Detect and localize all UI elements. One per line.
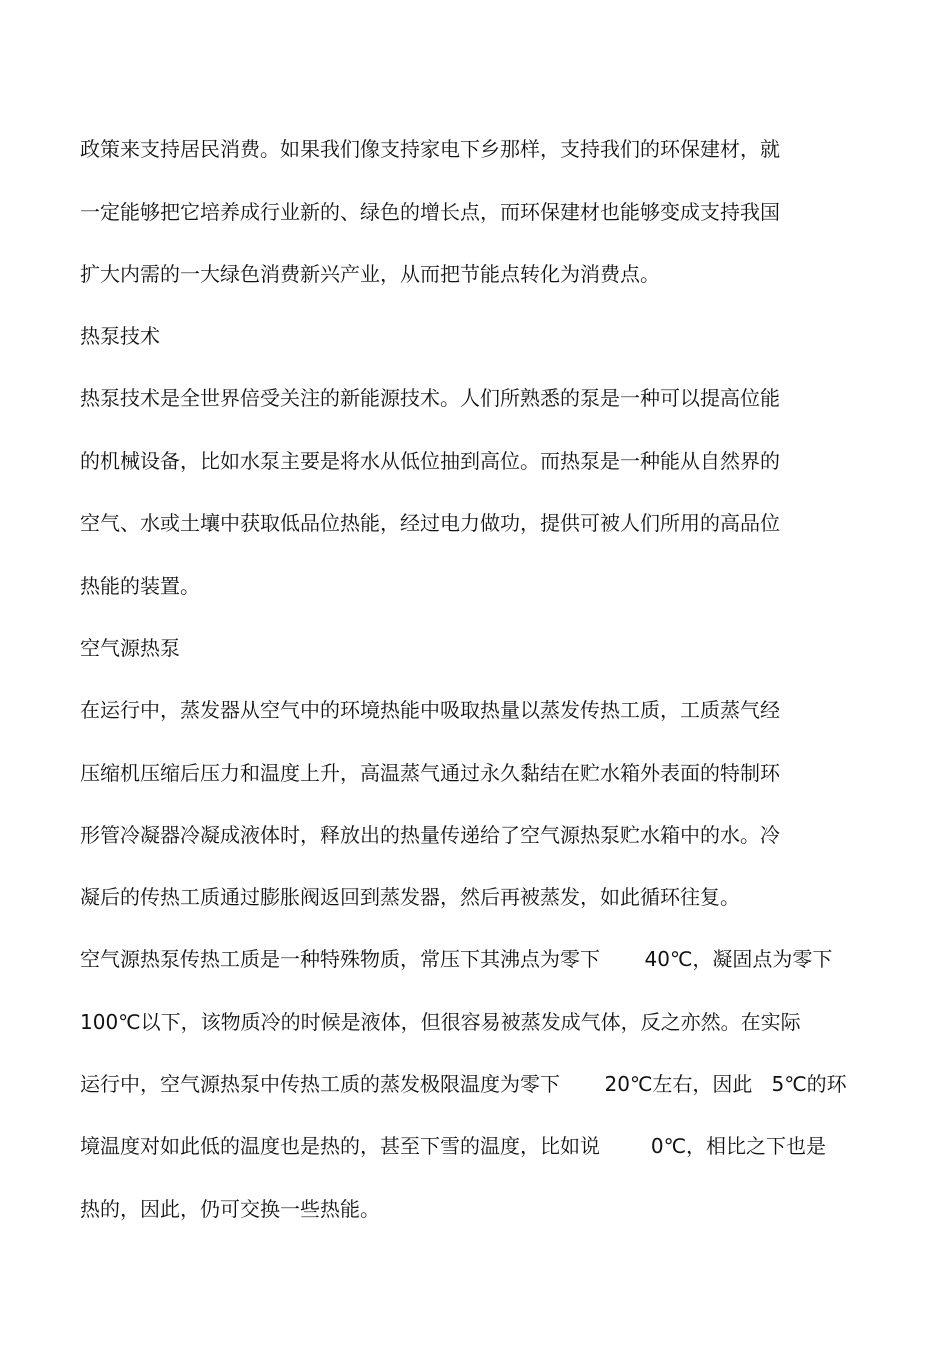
section-heading: 空气源热泵 <box>80 636 180 660</box>
paragraph-line: 热泵技术是全世界倍受关注的新能源技术。人们所熟悉的泵是一种可以提高位能 <box>80 386 780 410</box>
paragraph-line: 在运行中，蒸发器从空气中的环境热能中吸取热量以蒸发传热工质，工质蒸气经 <box>80 698 780 722</box>
paragraph-line: 境温度对如此低的温度也是热的，甚至下雪的温度，比如说 0℃，相比之下也是 <box>80 1134 827 1158</box>
section-heading: 热泵技术 <box>80 324 160 348</box>
paragraph-line: 的机械设备，比如水泵主要是将水从低位抽到高位。而热泵是一种能从自然界的 <box>80 449 780 473</box>
paragraph-line: 凝后的传热工质通过膨胀阀返回到蒸发器，然后再被蒸发，如此循环往复。 <box>80 885 740 909</box>
paragraph-line: 扩大内需的一大绿色消费新兴产业，从而把节能点转化为消费点。 <box>80 262 660 286</box>
paragraph-line: 100℃以下，该物质冷的时候是液体，但很容易被蒸发成气体，反之亦然。在实际 <box>80 1010 801 1034</box>
paragraph-line: 热能的装置。 <box>80 574 200 598</box>
paragraph-line: 压缩机压缩后压力和温度上升，高温蒸气通过永久黏结在贮水箱外表面的特制环 <box>80 761 780 785</box>
paragraph-line: 运行中，空气源热泵中传热工质的蒸发极限温度为零下 20℃左右，因此 5℃的环 <box>80 1072 847 1096</box>
paragraph-line: 空气、水或土壤中获取低品位热能，经过电力做功，提供可被人们所用的高品位 <box>80 511 780 535</box>
paragraph-line: 空气源热泵传热工质是一种特殊物质，常压下其沸点为零下 40℃，凝固点为零下 <box>80 947 833 971</box>
paragraph-line: 政策来支持居民消费。如果我们像支持家电下乡那样，支持我们的环保建材，就 <box>80 137 780 161</box>
paragraph-line: 一定能够把它培养成行业新的、绿色的增长点，而环保建材也能够变成支持我国 <box>80 200 780 224</box>
paragraph-line: 热的，因此，仍可交换一些热能。 <box>80 1197 380 1221</box>
paragraph-line: 形管冷凝器冷凝成液体时，释放出的热量传递给了空气源热泵贮水箱中的水。冷 <box>80 823 780 847</box>
